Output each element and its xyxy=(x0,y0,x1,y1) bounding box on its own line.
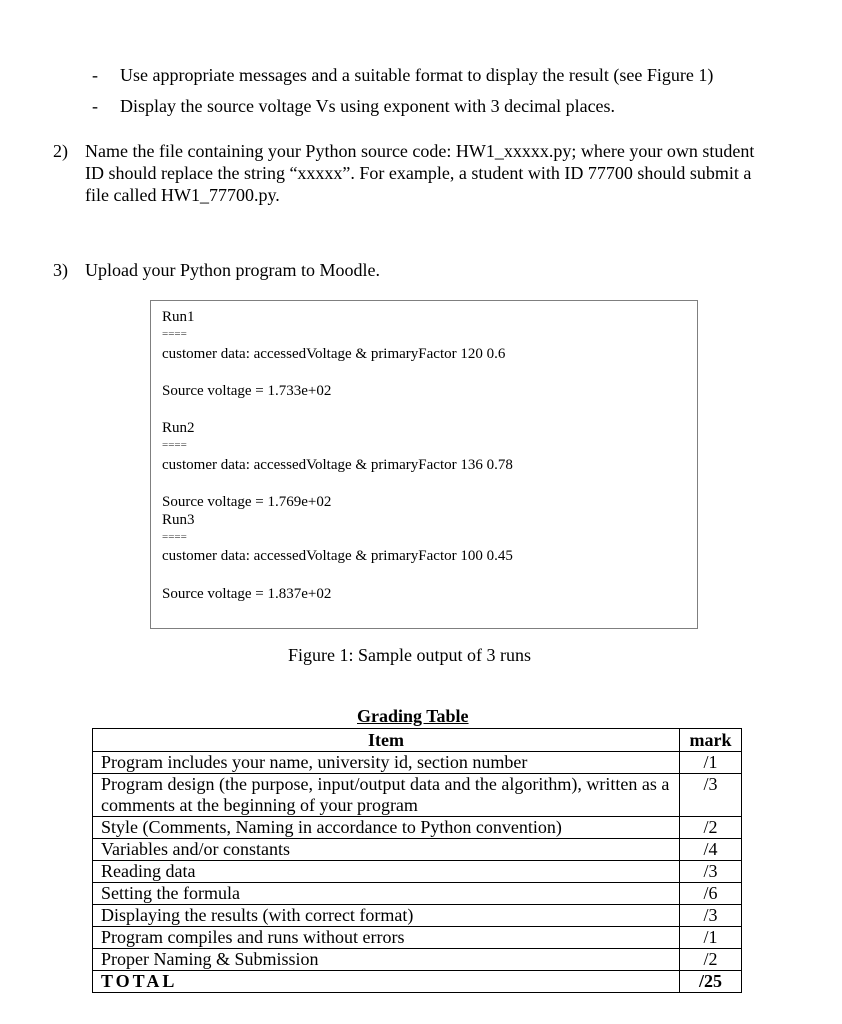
item-number: 3) xyxy=(53,260,68,280)
customer-data-line: customer data: accessedVoltage & primaryFactor 120 0.6 xyxy=(162,346,506,362)
table-row xyxy=(93,774,742,817)
row-item: Style (Comments, Naming in accordance to Python convention) xyxy=(93,817,680,839)
instruction-item-3 xyxy=(53,259,823,283)
grading-table-title: Grading Table xyxy=(357,706,469,726)
row-mark: /6 xyxy=(680,883,742,905)
table-row xyxy=(93,839,742,861)
bullet-text: Display the source voltage Vs using exponent with 3 decimal places. xyxy=(120,96,616,116)
table-row xyxy=(93,949,742,971)
instruction-item-2 xyxy=(53,140,823,210)
row-item: Variables and/or constants xyxy=(93,839,680,861)
row-item: Program compiles and runs without errors xyxy=(93,927,680,949)
source-voltage-line: Source voltage = 1.733e+02 xyxy=(162,383,332,399)
source-voltage-line: Source voltage = 1.837e+02 xyxy=(162,586,332,602)
customer-data-line: customer data: accessedVoltage & primaryFactor 136 0.78 xyxy=(162,457,513,473)
run-label: Run2 xyxy=(162,420,195,436)
total-label: TOTAL xyxy=(93,971,680,993)
header-item: Item xyxy=(93,729,680,752)
row-item: Proper Naming & Submission xyxy=(93,949,680,971)
run-separator: ==== xyxy=(162,531,187,543)
row-mark: /3 xyxy=(680,861,742,883)
sample-output-box xyxy=(150,300,698,629)
row-item: Program design (the purpose, input/output data and the algorithm), written as a comments at the beginning of your program xyxy=(93,774,680,817)
item-line: ID should replace the string “xxxxx”. For example, a student with ID 77700 should submit a xyxy=(85,163,752,183)
bullet-dash: - xyxy=(92,96,98,116)
item-line: Name the file containing your Python source code: HW1_xxxxx.py; where your own student xyxy=(85,141,755,161)
table-header-row xyxy=(93,729,742,752)
table-total-row xyxy=(93,971,742,993)
table-row xyxy=(93,817,742,839)
bullet-dash: - xyxy=(92,65,98,85)
total-mark: /25 xyxy=(680,971,742,993)
row-item: Reading data xyxy=(93,861,680,883)
item-number: 2) xyxy=(53,141,68,161)
table-row xyxy=(93,752,742,774)
figure-caption: Figure 1: Sample output of 3 runs xyxy=(288,645,531,665)
source-voltage-line: Source voltage = 1.769e+02 xyxy=(162,494,332,510)
row-mark: /1 xyxy=(680,752,742,774)
run-label: Run1 xyxy=(162,309,195,325)
table-row xyxy=(93,905,742,927)
table-row xyxy=(93,927,742,949)
row-mark: /2 xyxy=(680,949,742,971)
row-mark: /2 xyxy=(680,817,742,839)
item-body xyxy=(85,259,815,281)
run-label: Run3 xyxy=(162,512,195,528)
row-mark: /4 xyxy=(680,839,742,861)
row-mark: /3 xyxy=(680,774,742,817)
row-mark: /1 xyxy=(680,927,742,949)
run-separator: ==== xyxy=(162,328,187,340)
item-line: file called HW1_77700.py. xyxy=(85,185,280,205)
row-item: Displaying the results (with correct format) xyxy=(93,905,680,927)
table-row xyxy=(93,883,742,905)
row-item: Program includes your name, university id, section number xyxy=(93,752,680,774)
table-row xyxy=(93,861,742,883)
grading-table xyxy=(92,728,742,993)
row-item: Setting the formula xyxy=(93,883,680,905)
customer-data-line: customer data: accessedVoltage & primaryFactor 100 0.45 xyxy=(162,548,513,564)
row-mark: /3 xyxy=(680,905,742,927)
bullet-text: Use appropriate messages and a suitable format to display the result (see Figure 1) xyxy=(120,65,714,85)
item-body xyxy=(85,140,815,206)
header-mark: mark xyxy=(680,729,742,752)
item-line: Upload your Python program to Moodle. xyxy=(85,260,380,280)
run-separator: ==== xyxy=(162,439,187,451)
